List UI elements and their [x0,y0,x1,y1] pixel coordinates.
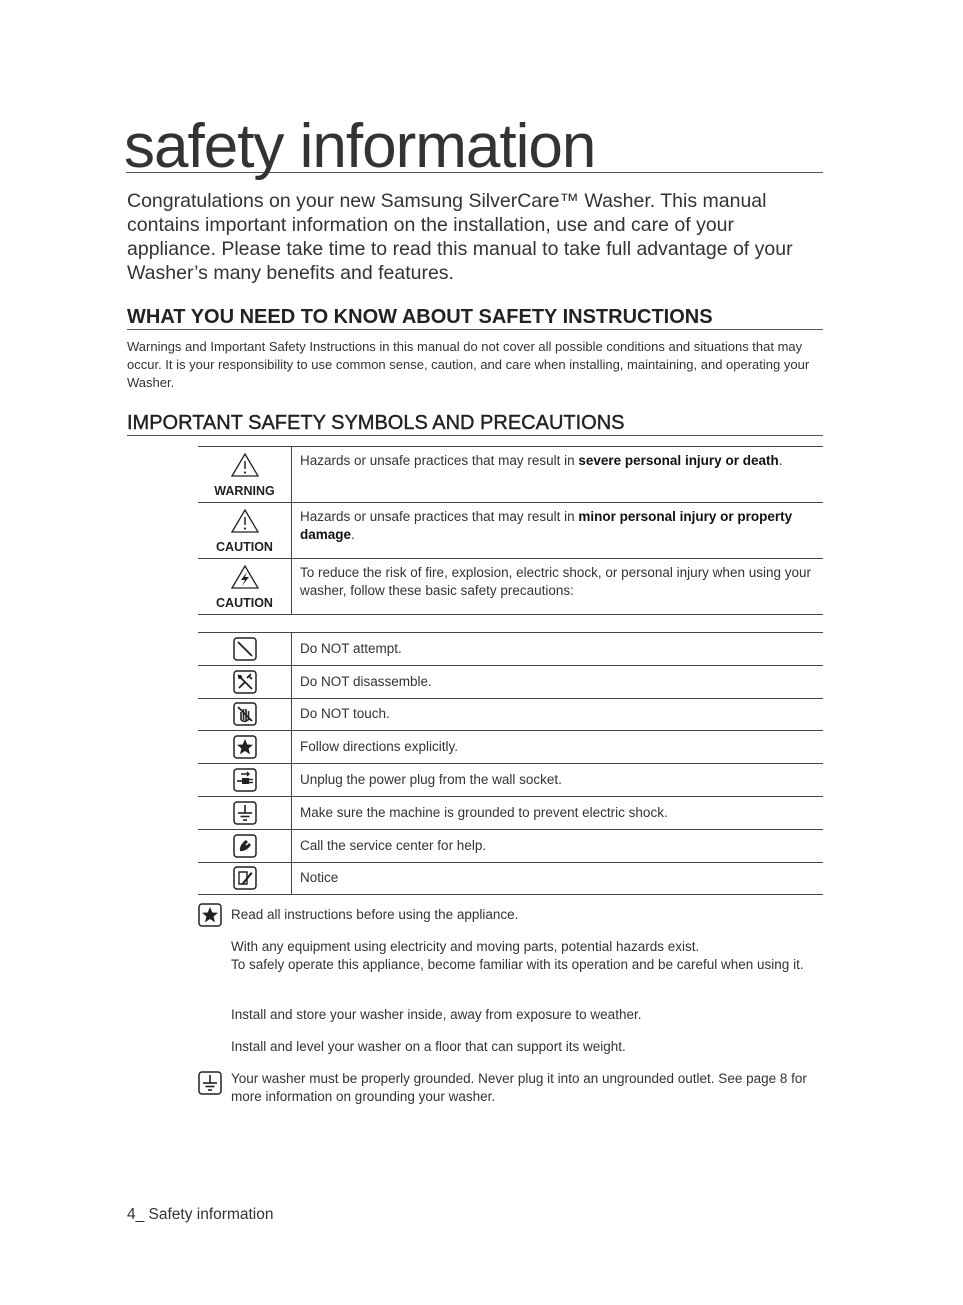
do-not-disassemble-icon [233,670,257,694]
do-not-touch-icon [233,702,257,726]
ground-icon [198,1071,222,1095]
hazard-levels-table [198,446,823,615]
symbol-description: Unplug the power plug from the wall socket. [292,764,824,797]
table-row [198,731,823,764]
symbol-description: Make sure the machine is grounded to prevent electric shock. [292,796,824,829]
table-row [198,633,823,666]
section-heading-safety-symbols: IMPORTANT SAFETY SYMBOLS AND PRECAUTIONS [127,411,823,436]
note-grounded: Your washer must be properly grounded. Never plug it into an ungrounded outlet. See page 8 for more information on grounding your washer. [231,1071,807,1104]
caution-description: Hazards or unsafe practices that may result in minor personal injury or property damage. [292,503,824,559]
notice-icon [233,866,257,890]
unplug-icon [233,768,257,792]
table-row [198,503,823,559]
page-title: safety information [126,112,823,173]
warning-triangle-icon [231,453,259,477]
note-equipment: With any equipment using electricity and moving parts, potential hazards exist. To safely operate this appliance, become familiar with its operation and be careful when using it. [231,939,804,972]
caution-label: CAUTION [216,596,273,610]
table-row [198,862,823,895]
caution-triangle-icon [231,509,259,533]
section-heading-safety-instructions: WHAT YOU NEED TO KNOW ABOUT SAFETY INSTRUCTIONS [127,305,823,330]
page-footer: 4_ Safety information [127,1206,274,1223]
follow-directions-icon [233,735,257,759]
electric-caution-description: To reduce the risk of fire, explosion, electric shock, or personal injury when using your washer, follow these basic safety precautions: [292,559,824,615]
electric-caution-triangle-icon [231,565,259,589]
table-row [198,796,823,829]
note-install-inside: Install and store your washer inside, away from exposure to weather. [231,1007,642,1022]
ground-icon [233,801,257,825]
caution-label: CAUTION [216,540,273,554]
symbol-description: Notice [292,862,824,895]
symbol-description: Call the service center for help. [292,829,824,862]
note-install-level: Install and level your washer on a floor that can support its weight. [231,1039,626,1054]
table-row [198,698,823,731]
warning-label: WARNING [214,484,275,498]
do-not-attempt-icon [233,637,257,661]
service-call-icon [233,834,257,858]
table-row [198,829,823,862]
safety-symbols-table [198,632,823,895]
table-row [198,559,823,615]
symbol-description: Do NOT attempt. [292,633,824,666]
follow-directions-icon [198,903,222,927]
note-read-all: Read all instructions before using the appliance. [231,907,519,922]
intro-paragraph: Congratulations on your new Samsung SilverCare™ Washer. This manual contains important information on the installation, use and care of your appliance. Please take time to read this manual to take full advantage of your Washer’s many benefits and features. [127,190,793,284]
table-row [198,665,823,698]
table-row [198,447,823,503]
safety-instructions-paragraph: Warnings and Important Safety Instructions in this manual do not cover all possible conditions and situations that may occur. It is your responsibility to use common sense, caution, and care when installing, maintaining, and operating your Washer. [127,339,810,390]
symbol-description: Do NOT disassemble. [292,665,824,698]
warning-description: Hazards or unsafe practices that may result in severe personal injury or death. [292,447,824,503]
symbol-description: Do NOT touch. [292,698,824,731]
symbol-description: Follow directions explicitly. [292,731,824,764]
table-row [198,764,823,797]
